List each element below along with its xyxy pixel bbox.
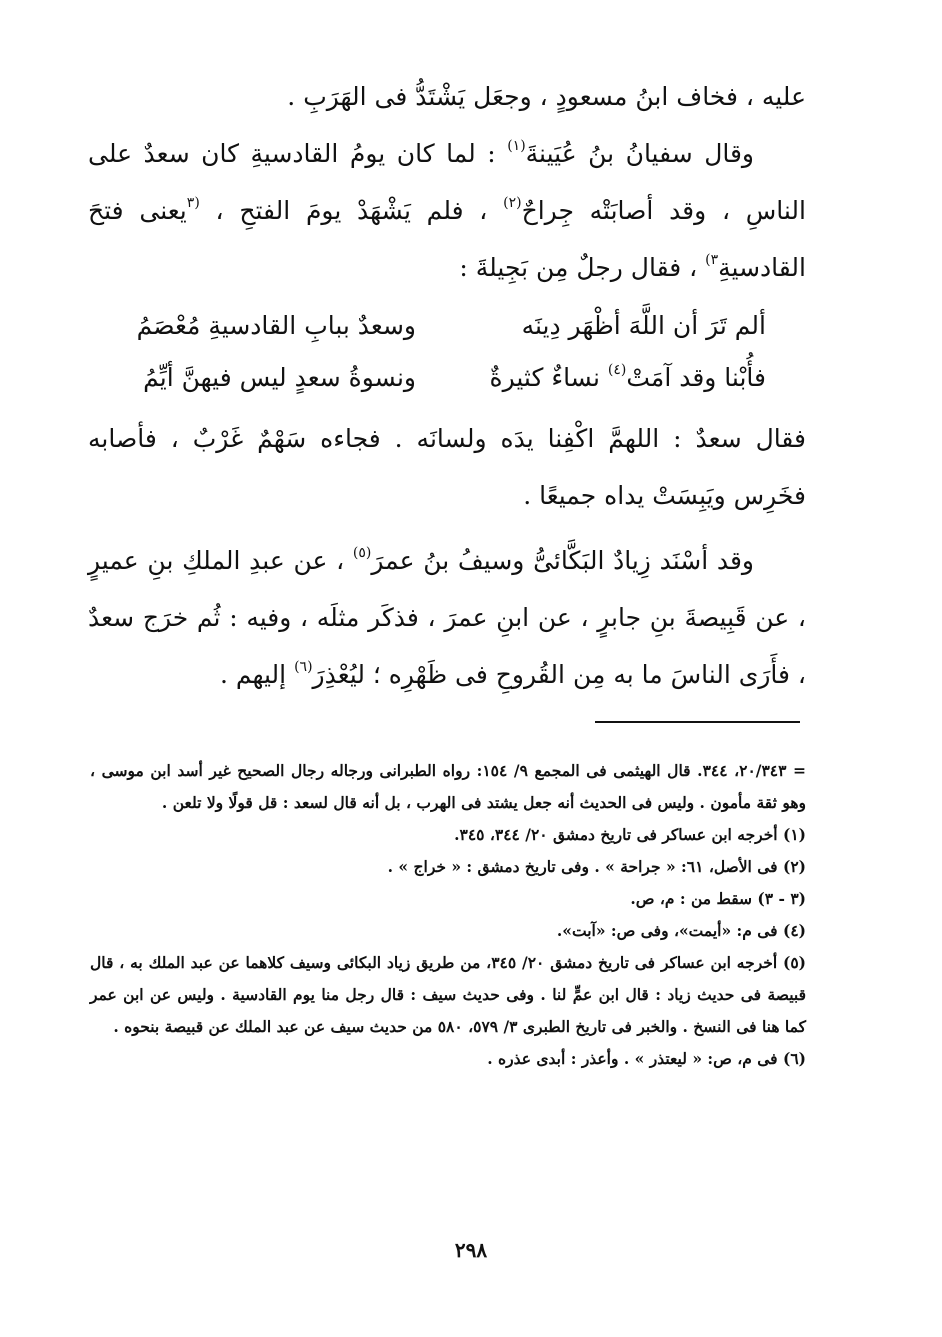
footnote-continuation: = ٢٠/٣٤٣، ٣٤٤. قال الهيثمى فى المجمع ٩/ ١٥٤: رواه الطبرانى ورجاله رجال الصحيح غير أسد ابن موسى ، وهو ثقة مأمون . وليس فى الحديث أنه جعل يشتد فى الهرب ، بل أنه قال لسعد : قل قولًا ولا تلعن .: [90, 761, 807, 812]
footnote-2: (٢) فى الأصل، ٦١: « جراحة » . وفى تاريخ دمشق : « خراج » .: [387, 857, 806, 876]
footnote-1: (١) أخرجه ابن عساكر فى تاريخ دمشق ٢٠/ ٣٤٤، ٣٤٥.: [454, 825, 806, 844]
text-segment: يعنى فتحَ القادسيةِ: [88, 196, 806, 282]
poem-verse-1: [88, 300, 766, 352]
hemistich-second: ونسوةُ سعدٍ ليس فيهنَّ أيِّمُ: [143, 363, 416, 392]
footnote-ref-5: (٥): [352, 545, 372, 561]
hemistich-first: ألم تَرَ أن اللَّهَ أظْهَر دِينَه: [521, 311, 766, 340]
poem: [88, 300, 806, 404]
footnote-separator: [595, 721, 800, 723]
footnote-3: (٣ - ٣) سقط من : م، ص.: [630, 889, 806, 908]
paragraph-4: [88, 532, 806, 703]
paragraph-3: فقال سعدٌ : اللهمَّ اكْفِنا يدَه ولسانَه . فجاءه سَهْمٌ غَرْبٌ ، فأصابه فخَرِس ويَبِسَتْ يداه جميعًا .: [88, 424, 806, 510]
text-segment: ، فلم يَشْهَدْ يومَ الفتحِ ،: [199, 196, 504, 225]
page-number: ٢٩٨: [454, 1238, 488, 1262]
hemistich-first: [446, 352, 766, 404]
poem-verse-2: [88, 352, 766, 404]
text-segment: إليهم .: [219, 660, 295, 689]
footnote-ref-2: (٢): [503, 195, 522, 211]
text-segment: ، فقال رجلٌ مِن بَجِيلةَ :: [459, 253, 706, 282]
footnote-6: (٦) فى م، ص: « ليعتذر » . وأعذر : أبدى عذره .: [487, 1049, 806, 1068]
hemistich-second: وسعدٌ ببابِ القادسيةِ مُعْصَمُ: [136, 311, 416, 340]
footnote-ref-1: (١): [507, 138, 526, 154]
footnote-ref-6: (٦): [294, 659, 313, 675]
footnote-ref-3-open: (٣: [186, 195, 200, 211]
main-text: [88, 68, 806, 703]
footnote-ref-4: (٤): [607, 362, 627, 378]
text-segment: : لما كان يومُ القادسيةِ كان سعدٌ على الناسِ ، وقد أصابَتْه جِراحٌ: [88, 139, 806, 225]
footnote-4: (٤) فى م: «أيمت»، وفى ص: «آبت».: [556, 921, 806, 940]
text-segment: ، عن عبدِ الملكِ بنِ عميرٍ ، عن قَبِيصةَ بنِ جابرٍ ، عن ابنِ عمرَ ، فذكَر مثلَه ، وفيه : ثُم خرَج سعدٌ ، فأَرَى الناسَ ما به مِن القُروحِ فى ظَهْرِه ؛ ليُعْذِرَ: [88, 546, 806, 689]
text-segment: وقد أسْنَد زِيادٌ البَكَّائىُّ وسيفُ بنُ عمرَ: [371, 546, 754, 575]
footnotes: [90, 755, 806, 1075]
footnote-ref-3-close: ٣): [705, 252, 719, 268]
text-segment: فأُبْنا وقد آمَتْ: [626, 363, 766, 392]
paragraph-1: عليه ، فخاف ابنُ مسعودٍ ، وجعَل يَشْتَدُّ فى الهَرَبِ .: [287, 82, 806, 111]
text-segment: وقال سفيانُ بنُ عُيَينةَ: [525, 139, 754, 168]
paragraph-2: [88, 125, 806, 296]
text-segment: نساءٌ كثيرةٌ: [489, 363, 608, 392]
footnote-5: (٥) أخرجه ابن عساكر فى تاريخ دمشق ٢٠/ ٣٤٥، من طريق زياد البكائى وسيف كلاهما عن عبد الملك به ، قال قبيصة فى حديث زياد : قال ابن عمٍّ لنا . وفى حديث سيف : قال رجل منا يوم القادسية . وليس عن ابن عمر كما هنا فى النسخ . والخبر فى تاريخ الطبرى ٣/ ٥٧٩، ٥٨٠ من حديث سيف عن عبد الملك عن قبيصة بنحوه .: [90, 953, 807, 1036]
